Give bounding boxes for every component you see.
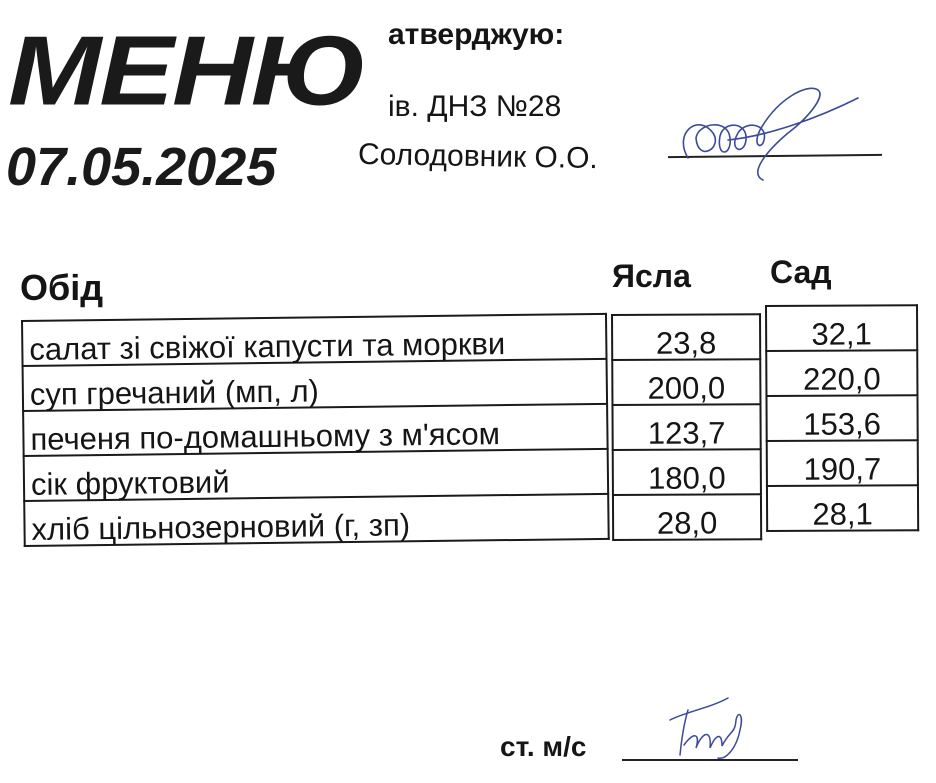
table-row: [613, 494, 761, 540]
dish-name: суп гречаний (мп, л): [23, 359, 608, 411]
nurse-signature: [640, 690, 780, 765]
organization-name: ів. ДНЗ №28: [388, 90, 562, 123]
table-row: [24, 449, 609, 501]
head-name: Солодовник О.О.: [357, 137, 599, 176]
kindergarten-portion: 32,1: [766, 305, 917, 351]
dish-name: печеня по-домашньому з м'ясом: [23, 404, 608, 456]
nursery-portion: 200,0: [612, 359, 760, 405]
menu-title: МЕНЮ: [8, 15, 366, 126]
table-row: [24, 494, 609, 546]
section-title: Обід: [20, 267, 104, 308]
nursery-portion: 123,7: [612, 404, 760, 450]
nursery-portions-table: [611, 313, 762, 541]
column-header-nursery: Ясла: [612, 258, 691, 294]
approval-label: атверджую:: [388, 18, 565, 51]
dish-name: салат зі свіжої капусти та моркви: [22, 314, 607, 366]
table-row: [612, 314, 760, 360]
table-row: [766, 350, 917, 396]
table-row: [613, 449, 761, 495]
table-row: [22, 314, 607, 366]
table-row: [612, 404, 760, 450]
nursery-portion: 23,8: [612, 314, 760, 360]
nursery-portion: 28,0: [613, 494, 761, 540]
head-signature: [668, 78, 868, 188]
table-row: [767, 440, 918, 486]
table-row: [612, 359, 760, 405]
table-row: [766, 305, 917, 351]
kindergarten-portion: 190,7: [767, 440, 918, 486]
column-header-kindergarten: Сад: [770, 254, 832, 290]
menu-date: 07.05.2025: [6, 137, 277, 197]
kindergarten-portion: 220,0: [766, 350, 917, 396]
table-row: [23, 359, 608, 411]
kindergarten-portion: 153,6: [766, 395, 917, 441]
dish-name: сік фруктовий: [24, 449, 609, 501]
nursery-portion: 180,0: [613, 449, 761, 495]
dish-name: хліб цільнозерновий (г, зп): [24, 494, 609, 546]
kindergarten-portion: 28,1: [767, 485, 918, 531]
dish-names-table: [21, 313, 610, 547]
kindergarten-portions-table: [765, 304, 919, 532]
nurse-label: ст. м/с: [500, 731, 587, 762]
table-row: [767, 485, 918, 531]
table-row: [23, 404, 608, 456]
table-row: [766, 395, 917, 441]
